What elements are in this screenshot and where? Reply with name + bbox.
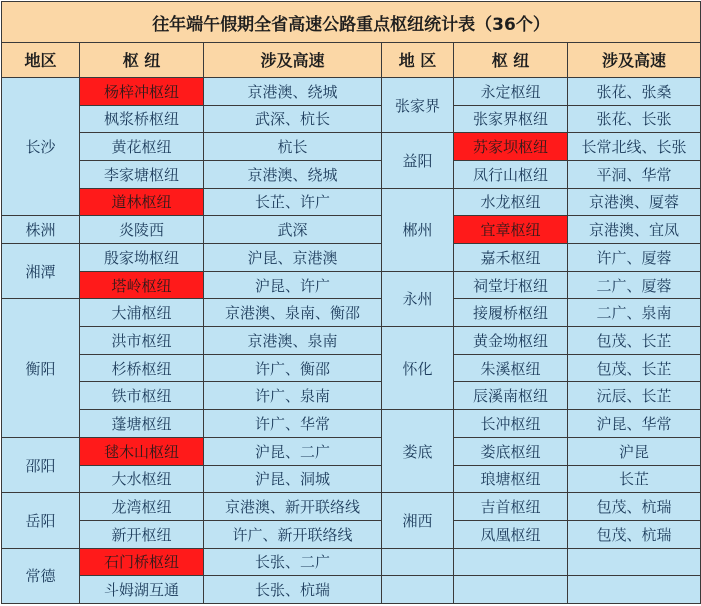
table-row [2, 188, 701, 216]
roads-cell: 许广、衡邵 [204, 354, 382, 382]
hub-cell: 大水枢纽 [80, 465, 204, 493]
hub-cell-highlighted: 杨梓冲枢纽 [80, 77, 204, 105]
empty-cell [382, 548, 454, 576]
region-cell-left: 常德 [2, 548, 80, 603]
roads-cell: 许广、厦蓉 [568, 244, 701, 272]
header-roads-right: 涉及高速 [568, 43, 701, 78]
hub-cell: 杉桥枢纽 [80, 354, 204, 382]
table-row [2, 244, 701, 272]
hub-cell: 琅塘枢纽 [454, 465, 568, 493]
region-cell-left: 湘潭 [2, 244, 80, 299]
hub-cell: 凤行山枢纽 [454, 160, 568, 188]
region-cell-right: 益阳 [382, 133, 454, 188]
hub-cell: 黄金坳枢纽 [454, 327, 568, 355]
table-row [2, 437, 701, 465]
hub-cell: 辰溪南枢纽 [454, 382, 568, 410]
roads-cell: 包茂、长芷 [568, 354, 701, 382]
roads-cell: 包茂、杭瑞 [568, 520, 701, 548]
region-cell-right: 郴州 [382, 188, 454, 271]
roads-cell: 许广、新开联络线 [204, 520, 382, 548]
hub-cell: 娄底枢纽 [454, 437, 568, 465]
region-cell-left: 邵阳 [2, 437, 80, 492]
hub-cell: 吉首枢纽 [454, 493, 568, 521]
hub-cell: 蓬塘枢纽 [80, 410, 204, 438]
roads-cell: 京港澳、泉南、衡邵 [204, 299, 382, 327]
hub-cell: 铁市枢纽 [80, 382, 204, 410]
roads-cell: 沅辰、长芷 [568, 382, 701, 410]
hub-cell: 黄花枢纽 [80, 133, 204, 161]
hub-cell: 殷家坳枢纽 [80, 244, 204, 272]
hub-cell: 张家界枢纽 [454, 105, 568, 133]
table-row [2, 105, 701, 133]
hub-statistics-table [1, 1, 701, 604]
header-hub-left: 枢 纽 [80, 43, 204, 78]
roads-cell: 张花、张桑 [568, 77, 701, 105]
table-row [2, 520, 701, 548]
header-hub-right: 枢 纽 [454, 43, 568, 78]
roads-cell: 长芷、许广 [204, 188, 382, 216]
table-row [2, 382, 701, 410]
hub-cell-highlighted: 宜章枢纽 [454, 216, 568, 244]
table-title: 往年端午假期全省高速公路重点枢纽统计表（36个） [2, 2, 701, 43]
header-region-right: 地 区 [382, 43, 454, 78]
table-row [2, 216, 701, 244]
roads-cell: 张花、长张 [568, 105, 701, 133]
region-cell-right: 张家界 [382, 77, 454, 132]
empty-cell [568, 548, 701, 576]
hub-cell: 炎陵西 [80, 216, 204, 244]
region-cell-left: 衡阳 [2, 299, 80, 437]
region-cell-left: 长沙 [2, 77, 80, 215]
hub-cell: 永定枢纽 [454, 77, 568, 105]
hub-cell: 朱溪枢纽 [454, 354, 568, 382]
hub-cell-highlighted: 苏家坝枢纽 [454, 133, 568, 161]
region-cell-right: 湘西 [382, 493, 454, 548]
empty-cell [454, 576, 568, 604]
roads-cell: 京港澳、绕城 [204, 160, 382, 188]
roads-cell: 京港澳、宜凤 [568, 216, 701, 244]
hub-cell-highlighted: 毬木山枢纽 [80, 437, 204, 465]
roads-cell: 沪昆 [568, 437, 701, 465]
table-row [2, 548, 701, 576]
hub-cell-highlighted: 石门桥枢纽 [80, 548, 204, 576]
hub-cell: 洪市枢纽 [80, 327, 204, 355]
region-cell-left: 株洲 [2, 216, 80, 244]
empty-cell [382, 576, 454, 604]
header-region-left: 地区 [2, 43, 80, 78]
roads-cell: 二广、厦蓉 [568, 271, 701, 299]
roads-cell: 京港澳、泉南 [204, 327, 382, 355]
table-row [2, 77, 701, 105]
hub-cell-highlighted: 塔岭枢纽 [80, 271, 204, 299]
hub-cell: 长冲枢纽 [454, 410, 568, 438]
roads-cell: 沪昆、京港澳 [204, 244, 382, 272]
roads-cell: 武深、杭长 [204, 105, 382, 133]
roads-cell: 京港澳、新开联络线 [204, 493, 382, 521]
region-cell-right: 怀化 [382, 327, 454, 410]
region-cell-right: 永州 [382, 271, 454, 326]
region-cell-left: 岳阳 [2, 493, 80, 548]
roads-cell: 长张、杭瑞 [204, 576, 382, 604]
roads-cell: 沪昆、许广 [204, 271, 382, 299]
region-cell-right: 娄底 [382, 410, 454, 493]
table-row [2, 299, 701, 327]
hub-cell: 接履桥枢纽 [454, 299, 568, 327]
hub-cell: 大浦枢纽 [80, 299, 204, 327]
empty-cell [454, 548, 568, 576]
table-row [2, 465, 701, 493]
roads-cell: 二广、泉南 [568, 299, 701, 327]
table-row [2, 493, 701, 521]
hub-cell: 凤凰枢纽 [454, 520, 568, 548]
roads-cell: 武深 [204, 216, 382, 244]
hub-cell: 新开枢纽 [80, 520, 204, 548]
table-row [2, 327, 701, 355]
header-roads-left: 涉及高速 [204, 43, 382, 78]
roads-cell: 杭长 [204, 133, 382, 161]
roads-cell: 京港澳、绕城 [204, 77, 382, 105]
table-row [2, 354, 701, 382]
hub-cell-highlighted: 道林枢纽 [80, 188, 204, 216]
roads-cell: 许广、华常 [204, 410, 382, 438]
roads-cell: 沪昆、二广 [204, 437, 382, 465]
roads-cell: 平洞、华常 [568, 160, 701, 188]
table-row [2, 271, 701, 299]
roads-cell: 长张、二广 [204, 548, 382, 576]
empty-cell [568, 576, 701, 604]
hub-cell: 李家塘枢纽 [80, 160, 204, 188]
hub-cell: 嘉禾枢纽 [454, 244, 568, 272]
hub-cell: 龙湾枢纽 [80, 493, 204, 521]
table-row [2, 576, 701, 604]
hub-cell: 斗姆湖互通 [80, 576, 204, 604]
hub-cell: 枫浆桥枢纽 [80, 105, 204, 133]
roads-cell: 沪昆、洞城 [204, 465, 382, 493]
table-row [2, 410, 701, 438]
roads-cell: 京港澳、厦蓉 [568, 188, 701, 216]
roads-cell: 包茂、长芷 [568, 327, 701, 355]
roads-cell: 许广、泉南 [204, 382, 382, 410]
table-row [2, 160, 701, 188]
roads-cell: 沪昆、华常 [568, 410, 701, 438]
hub-cell: 水龙枢纽 [454, 188, 568, 216]
roads-cell: 长常北线、长张 [568, 133, 701, 161]
roads-cell: 包茂、杭瑞 [568, 493, 701, 521]
roads-cell: 长芷 [568, 465, 701, 493]
table-row [2, 133, 701, 161]
hub-cell: 祠堂圩枢纽 [454, 271, 568, 299]
